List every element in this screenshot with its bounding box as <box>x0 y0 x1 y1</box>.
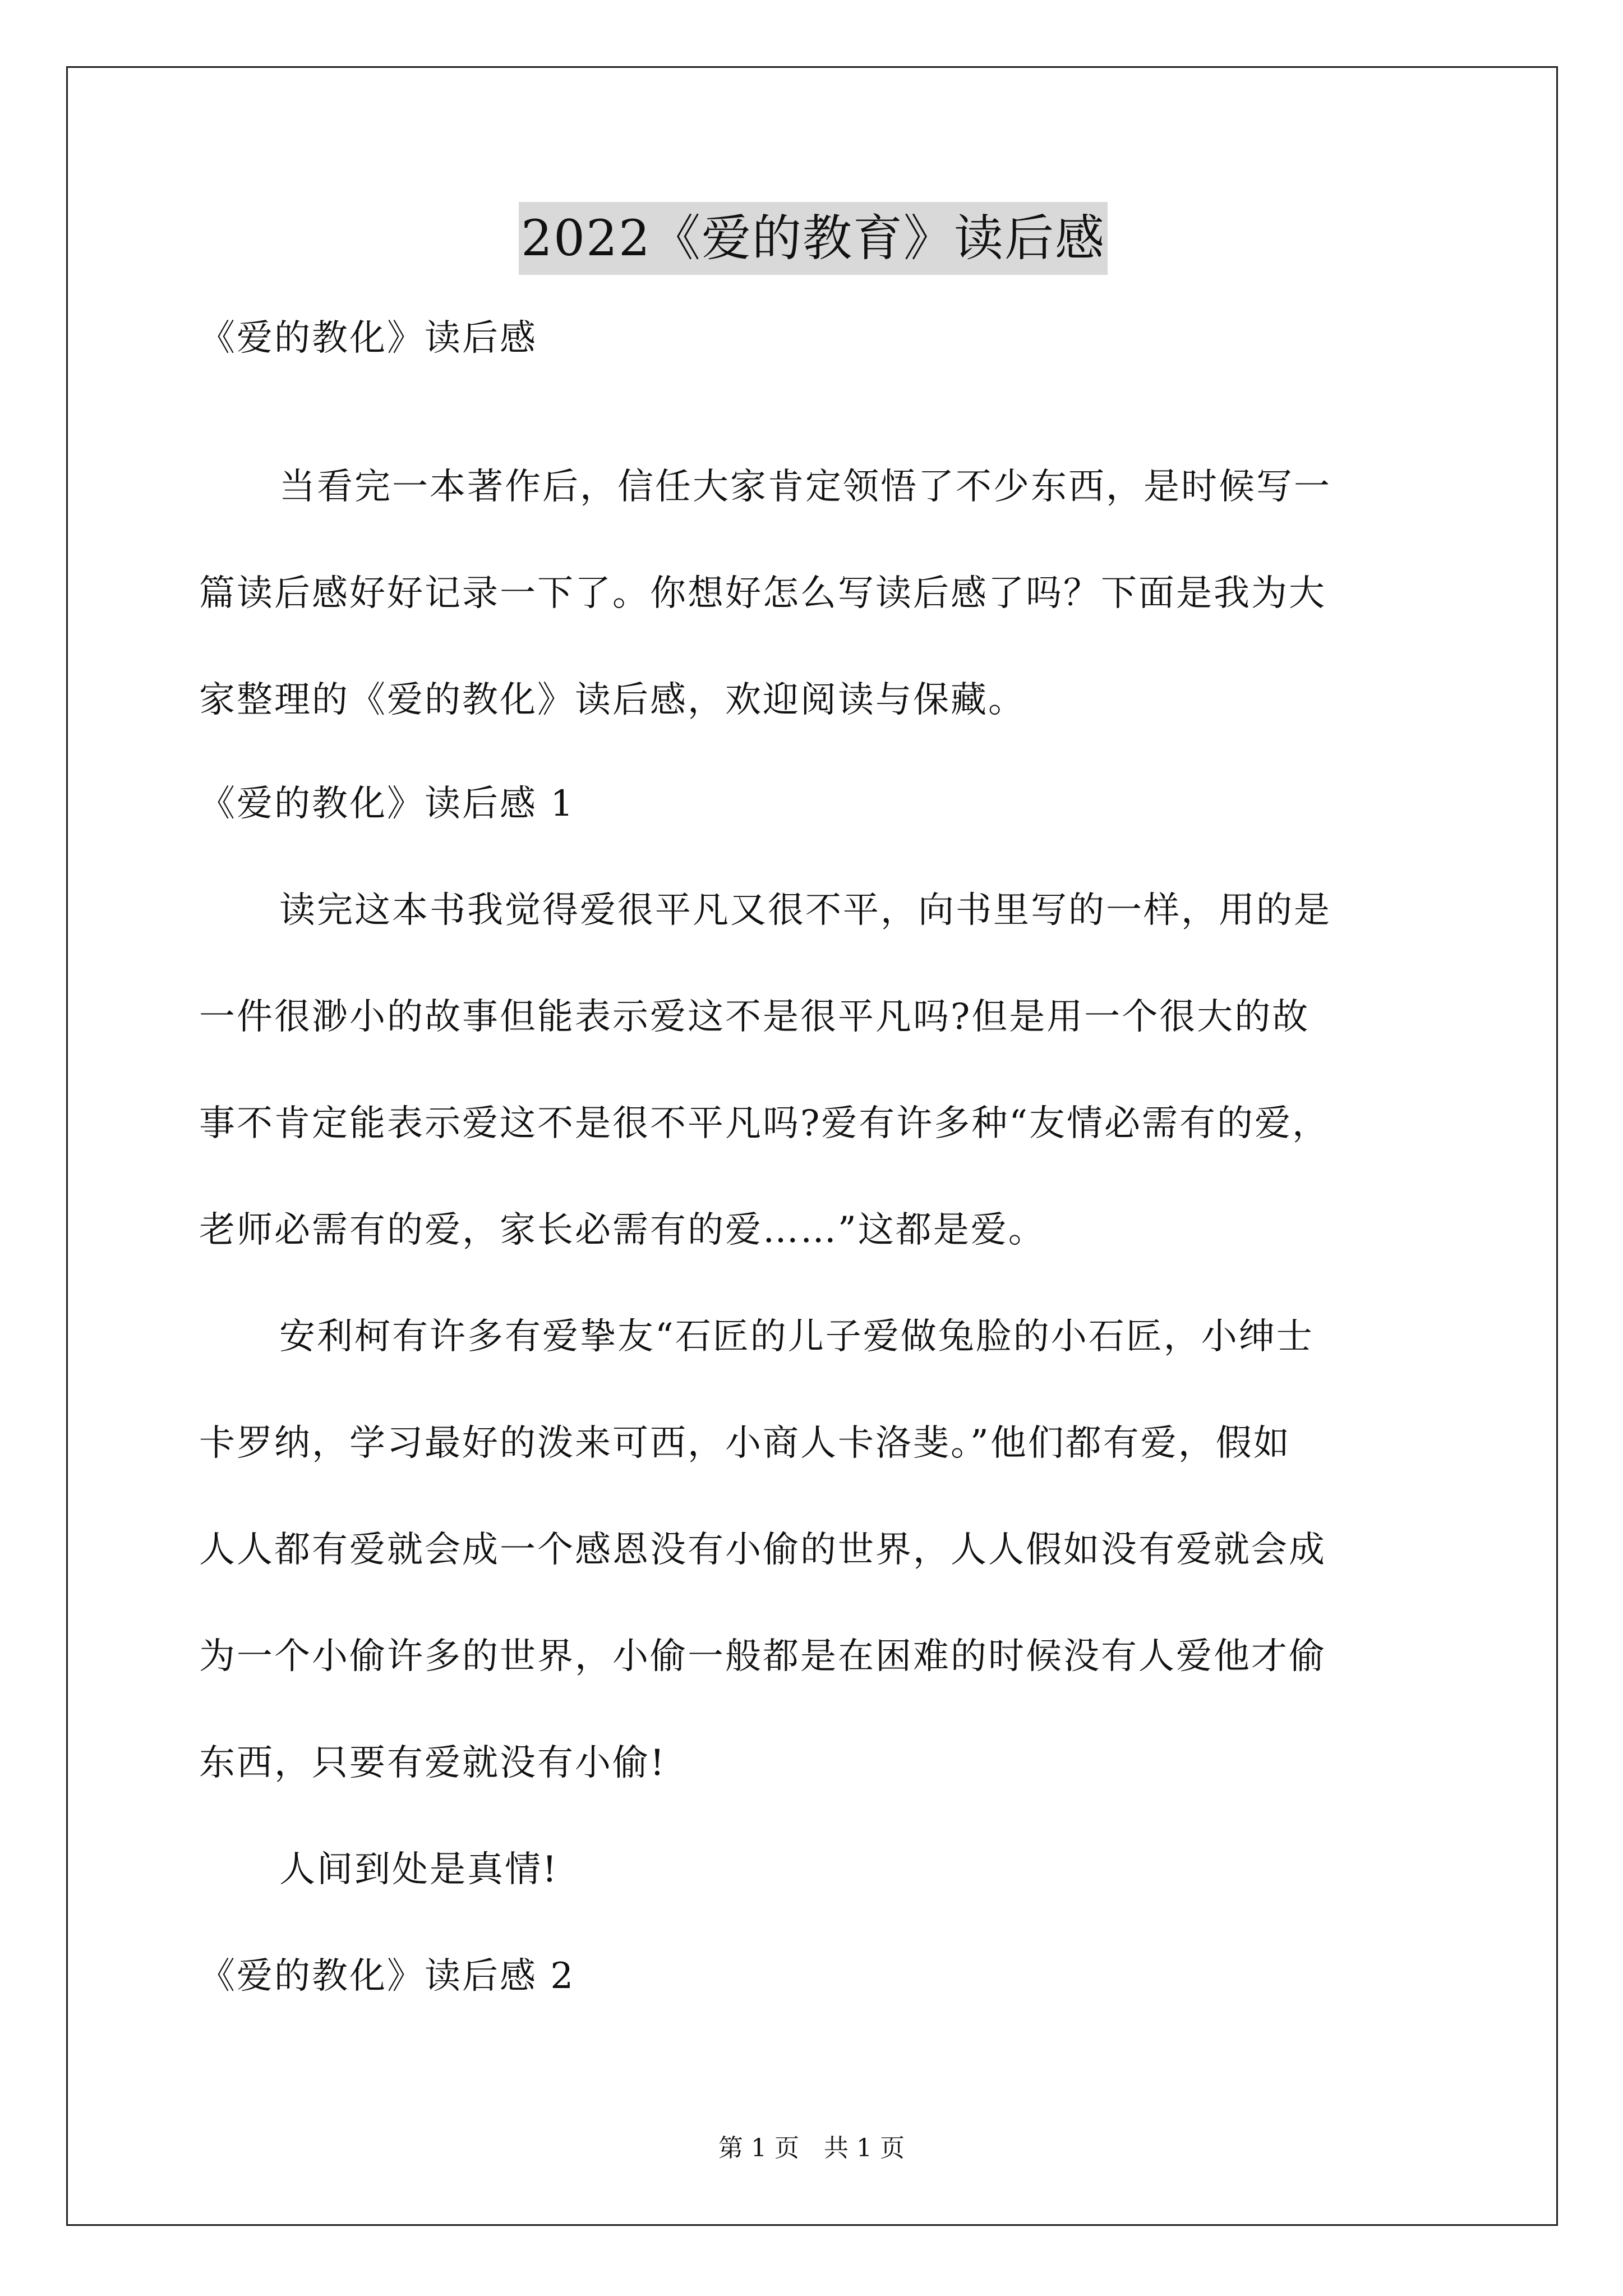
title-wrap <box>199 202 1427 275</box>
section-heading: 《爱的教化》读后感 1 <box>199 783 575 825</box>
paragraph-line: 一件很渺小的故事但能表示爱这不是很平凡吗?但是用一个很大的故 <box>199 996 1310 1038</box>
page-border <box>66 66 1558 2226</box>
paragraph-line: 当看完一本著作后，信任大家肯定领悟了不少东西，是时候写一 <box>279 466 1331 508</box>
paragraph-line: 老师必需有的爱，家长必需有的爱……”这都是爱。 <box>199 1209 1046 1251</box>
paragraph-line: 人间到处是真情! <box>279 1849 559 1890</box>
page-footer: 第 1 页 共 1 页 <box>718 2134 905 2162</box>
document-title: 2022《爱的教育》读后感 <box>519 202 1108 275</box>
paragraph-line: 人人都有爱就会成一个感恩没有小偷的世界，人人假如没有爱就会成 <box>199 1529 1326 1571</box>
paragraph-line: 读完这本书我觉得爱很平凡又很不平，向书里写的一样，用的是 <box>279 890 1331 931</box>
paragraph-line: 为一个小偷许多的世界，小偷一般都是在困难的时候没有人爱他才偷 <box>199 1636 1326 1677</box>
paragraph-line: 篇读后感好好记录一下了。你想好怎么写读后感了吗？下面是我为大 <box>199 573 1326 614</box>
paragraph-line: 卡罗纳，学习最好的泼来可西，小商人卡洛斐。”他们都有爱，假如 <box>199 1423 1291 1464</box>
paragraph-line: 家整理的《爱的教化》读后感，欢迎阅读与保藏。 <box>199 679 1026 721</box>
paragraph-line: 东西，只要有爱就没有小偷! <box>199 1742 666 1784</box>
section-heading: 《爱的教化》读后感 2 <box>199 1955 575 1997</box>
paragraph-line: 事不肯定能表示爱这不是很不平凡吗?爱有许多种“友情必需有的爱， <box>199 1103 1330 1144</box>
section-heading: 《爱的教化》读后感 <box>199 318 537 359</box>
paragraph-line: 安利柯有许多有爱挚友“石匠的儿子爱做兔脸的小石匠，小绅士 <box>279 1316 1314 1358</box>
